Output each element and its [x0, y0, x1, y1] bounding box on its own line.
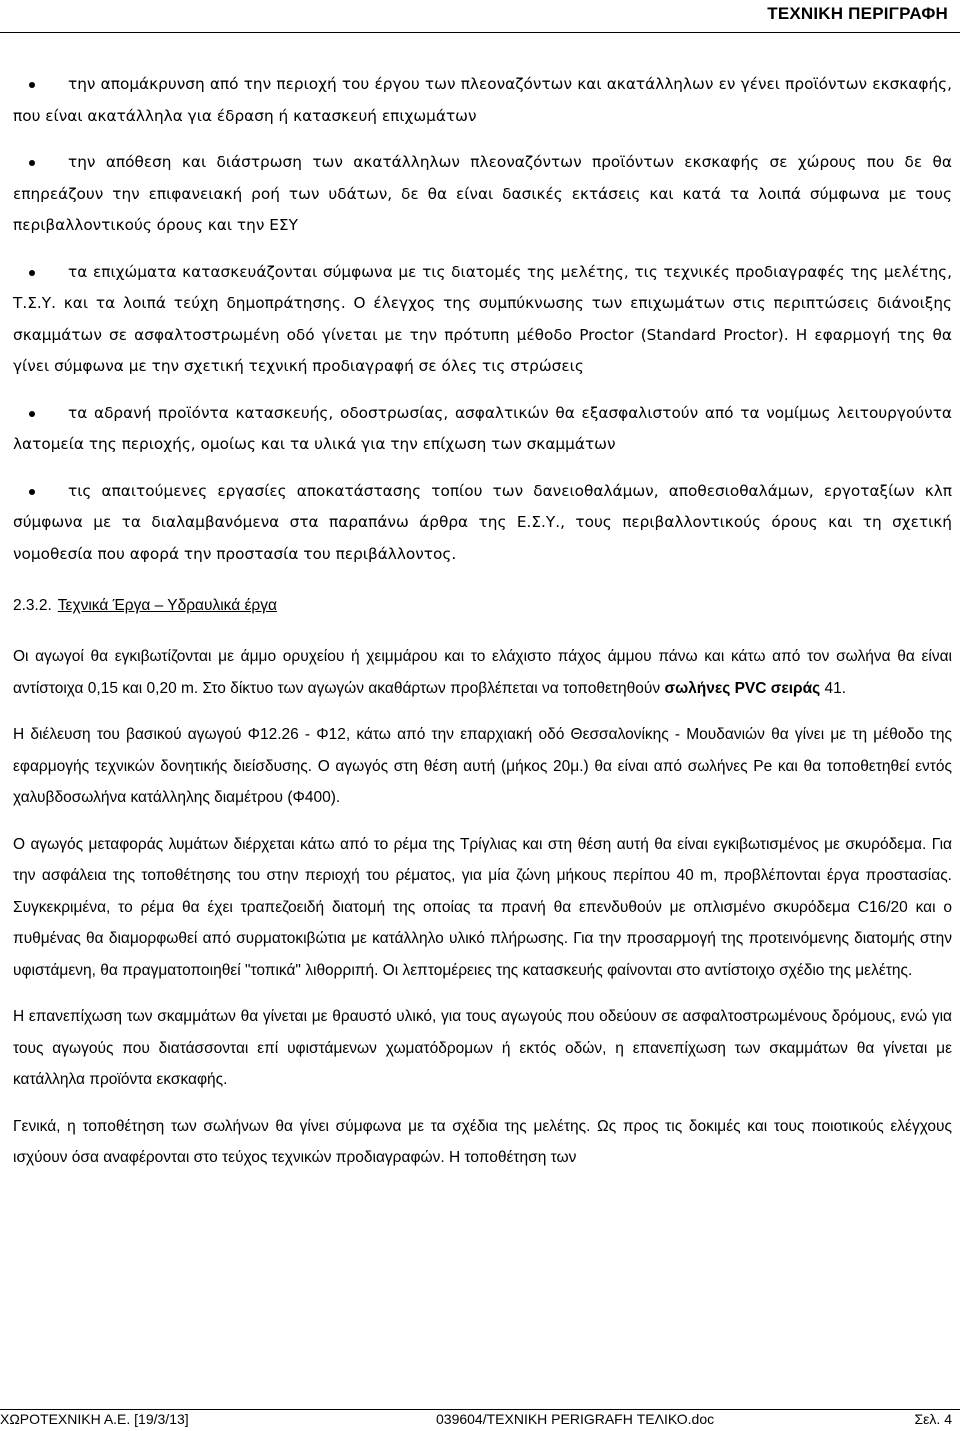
- footer-page-number: Σελ. 4: [914, 1411, 952, 1427]
- paragraph: [13, 641, 952, 704]
- bullet-icon: [29, 82, 35, 88]
- bullet-text: τις απαιτούμενες εργασίες αποκατάστασης τοπίου των δανειοθαλάμων, αποθεσιοθαλάμων, εργοταξίων κλπ σύμφωνα με τα διαλαμβανόμενα στα παραπάνω άρθρα της Ε.Σ.Υ., τους περιβαλλοντικούς όρους και τη σχετική νομοθεσία που αφορά την προστασία του περιβάλλοντος.: [13, 481, 952, 563]
- bullet-list-item: [13, 69, 952, 132]
- footer-divider: [0, 1409, 960, 1410]
- bullet-icon: [29, 160, 35, 166]
- section-heading: [13, 590, 952, 621]
- paragraph: Ο αγωγός μεταφοράς λυμάτων διέρχεται κάτω από το ρέμα της Τρίγλιας και στη θέση αυτή θα είναι εγκιβωτισμένος με σκυρόδεμα. Για την ασφάλεια της τοποθέτησης του στην περιοχή του ρέματος, για μία ζώνη μήκους περίπου 40 m, προβλέπονται έργα προστασίας. Συγκεκριμένα, το ρέμα θα έχει τραπεζοειδή διατομή της οποίας τα πρανή θα επενδυθούν με οπλισμένο σκυρόδεμα C16/20 και ο πυθμένας θα διαμορφωθεί από συρματοκιβώτια με κατάλληλο υλικό πλήρωσης. Για την προσαρμογή της προτεινόμενης διατομής στην υφιστάμενη, θα πραγματοποιηθεί "τοπικά" λιθορριπή. Οι λεπτομέρειες της κατασκευής φαίνονται στο αντίστοιχο σχέδιο της μελέτης.: [13, 835, 952, 979]
- paragraph-text: 41.: [820, 679, 847, 697]
- bullet-text: την απόθεση και διάστρωση των ακατάλληλων πλεοναζόντων προϊόντων εκσκαφής σε χώρους που δε θα επηρεάζουν την επιφανειακή ροή των υδάτων, δε θα είναι δασικές εκτάσεις και κατά τα λοιπά σύμφωνα με τους περιβαλλοντικούς όρους και την ΕΣΥ: [13, 153, 952, 234]
- paragraph: Γενικά, η τοποθέτηση των σωλήνων θα γίνει σύμφωνα με τα σχέδια της μελέτης. Ως προς τις δοκιμές και τους ποιοτικούς ελέγχους ισχύουν όσα αναφέρονται στο τεύχος τεχνικών προδιαγραφών. Η τοποθέτηση των: [13, 1117, 952, 1166]
- bullet-text: τα επιχώματα κατασκευάζονται σύμφωνα με τις διατομές της μελέτης, τις τεχνικές προδιαγραφές της μελέτης, Τ.Σ.Υ. και τα λοιπά τεύχη δημοπράτησης. Ο έλεγχος της συμπύκνωσης των επιχωμάτων στις περιπτώσεις διάνοιξης σκαμμάτων σε ασφαλτοστρωμένη οδό γίνεται με την πρότυπη μέθοδο Proctor (Standard Proctor). Η εφαρμογή της θα γίνει σύμφωνα με την σχετική τεχνική προδιαγραφή σε όλες τις στρώσεις: [13, 262, 952, 375]
- bullet-text: την απομάκρυνση από την περιοχή του έργου των πλεοναζόντων και ακατάλληλων εν γένει προϊόντων εκσκαφής, που είναι ακατάλληλα για έδραση ή κατασκευή επιχωμάτων: [13, 75, 952, 125]
- footer-company: ΧΩΡΟΤΕΧΝΙΚΗ Α.Ε. [19/3/13]: [0, 1411, 189, 1427]
- bullet-list-item: [13, 257, 952, 383]
- section-title: Τεχνικά Έργα – Υδραυλικά έργα: [57, 597, 277, 614]
- footer-filename: 039604/ΤΕΧΝΙΚΗ PERIGRAFH ΤΕΛΙΚΟ.doc: [436, 1411, 715, 1427]
- bullet-list-item: [13, 398, 952, 461]
- bullet-icon: [29, 489, 35, 495]
- header-divider: [0, 32, 960, 33]
- section-number: 2.3.2.: [13, 597, 52, 614]
- bullet-icon: [29, 411, 35, 417]
- page-header-title: ΤΕΧΝΙΚΗ ΠΕΡΙΓΡΑΦΗ: [767, 4, 948, 23]
- document-body: [13, 69, 952, 1174]
- bold-text: σωλήνες PVC σειράς: [664, 679, 821, 697]
- paragraph: Η διέλευση του βασικού αγωγού Φ12.26 - Φ12, κάτω από την επαρχιακή οδό Θεσσαλονίκης - Μουδανιών θα γίνει με τη μέθοδο της εφαρμογής τεχνικών δονητικής διείσδυσης. Ο αγωγός στη θέση αυτή (μήκος 20μ.) θα είναι από σωλήνες Pe και θα τοποθετηθεί εντός χαλυβδοσωλήνα κατάλληλης διαμέτρου (Φ400).: [13, 726, 952, 806]
- paragraph-text: Οι αγωγοί θα εγκιβωτίζονται με άμμο ορυχείου ή χειμμάρου και το ελάχιστο πάχος άμμου πάνω και κάτω από τον σωλήνα θα είναι αντίστοιχα 0,15 και 0,20 m. Στο δίκτυο των αγωγών ακαθάρτων προβλέπεται να τοποθετηθούν: [13, 648, 952, 697]
- page-footer: [0, 1411, 960, 1431]
- bullet-list-item: [13, 147, 952, 242]
- paragraph: Η επανεπίχωση των σκαμμάτων θα γίνεται με θραυστό υλικό, για τους αγωγούς που οδεύουν σε ασφαλτοστρωμένους δρόμους, ενώ για τους αγωγούς που διατάσσονται επί υφιστάμενων χωματόδρομων ή εκτός οδών, η επανεπίχωση των σκαμμάτων θα γίνεται με κατάλληλα προϊόντα εκσκαφής.: [13, 1008, 952, 1088]
- bullet-text: τα αδρανή προϊόντα κατασκευής, οδοστρωσίας, ασφαλτικών θα εξασφαλιστούν από τα νομίμως λειτουργούντα λατομεία της περιοχής, ομοίως και τα υλικά για την επίχωση των σκαμμάτων: [13, 403, 952, 453]
- bullet-icon: [29, 270, 35, 276]
- bullet-list-item: [13, 476, 952, 571]
